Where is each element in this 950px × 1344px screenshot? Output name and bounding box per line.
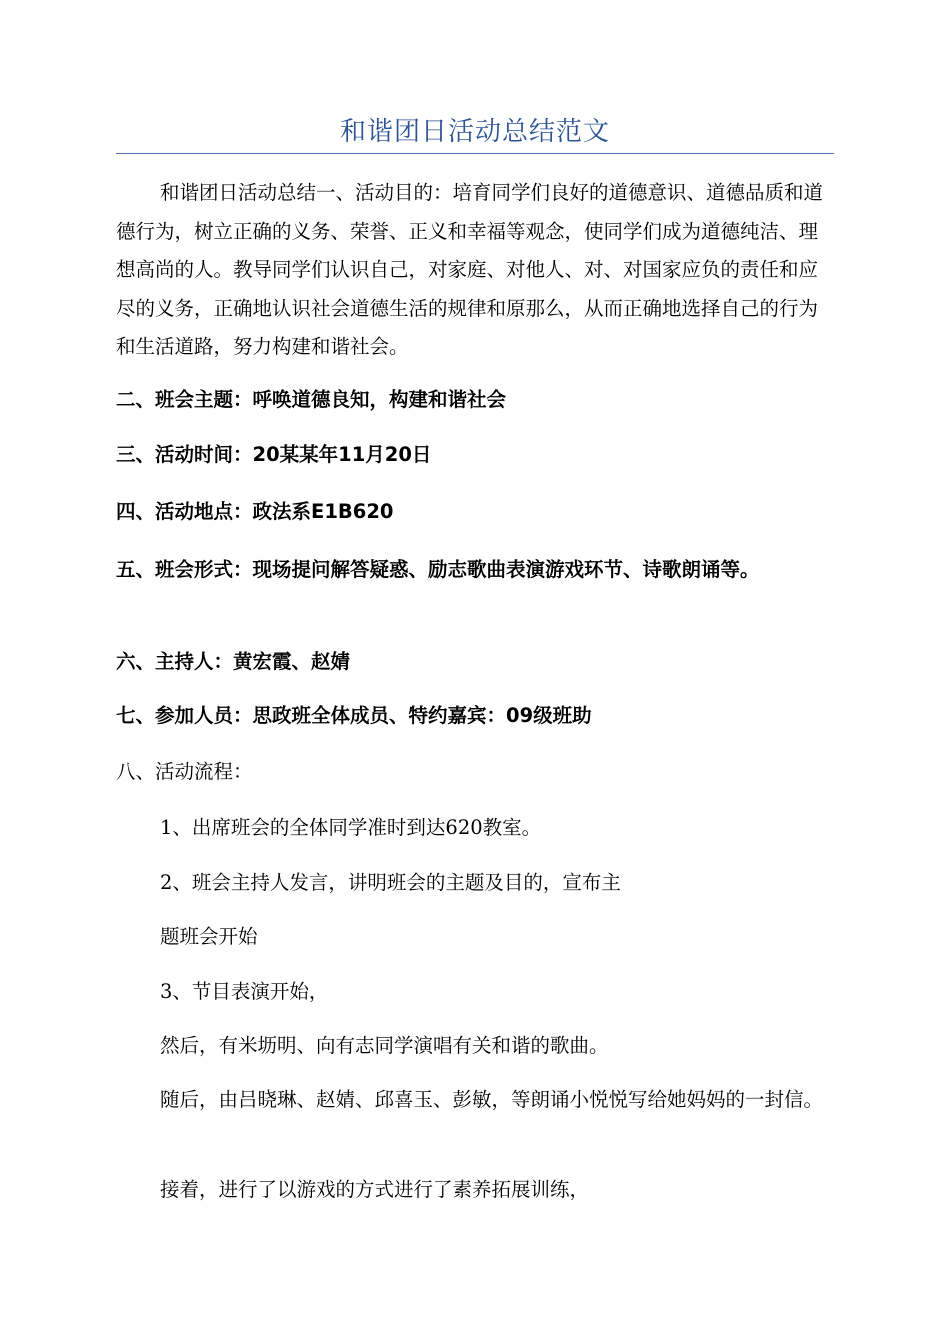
process-then: 然后，有米坜明、向有志同学演唱有关和谐的歌曲。 [160,1034,609,1057]
document-title: 和谐团日活动总结范文 [339,117,610,147]
title-underline [116,153,834,154]
process-after: 随后，由吕晓琳、赵婧、邱喜玉、彭敏，等朗诵小悦悦写给她妈妈的一封信。 [160,1088,824,1111]
process-step-1: 1、出席班会的全体同学准时到达620教室。 [160,816,542,839]
section-hosts: 六、主持人：黄宏霞、赵婧 [116,650,351,673]
process-step-2-continued: 题班会开始 [160,925,258,948]
intro-paragraph: 和谐团日活动总结一、活动目的：培育同学们良好的道德意识、道德品质和道德行为，树立正确的义务、荣誉、正义和幸福等观念，使同学们成为道德纯洁、理想高尚的人。教导同学们认识自己，对家庭、对他人、对、对国家应负的责任和应尽的义务，正确地认识社会道德生活的规律和原那么，从而正确地选择自己的行为和生活道路，努力构建和谐社会。 [116,181,824,358]
section-time: 三、活动时间：20某某年11月20日 [116,443,432,466]
section-place: 四、活动地点：政法系E1B620 [116,500,394,523]
section-participants: 七、参加人员：思政班全体成员、特约嘉宾：09级班助 [116,704,592,727]
section-format: 五、班会形式：现场提问解答疑惑、励志歌曲表演游戏环节、诗歌朗诵等。 [116,558,760,581]
process-step-2: 2、班会主持人发言，讲明班会的主题及目的，宣布主 [160,871,621,894]
process-next: 接着，进行了以游戏的方式进行了素养拓展训练， [160,1178,590,1201]
section-process-heading: 八、活动流程： [116,760,253,783]
process-step-3: 3、节目表演开始， [160,980,329,1003]
section-theme: 二、班会主题：呼唤道德良知，构建和谐社会 [116,388,507,411]
